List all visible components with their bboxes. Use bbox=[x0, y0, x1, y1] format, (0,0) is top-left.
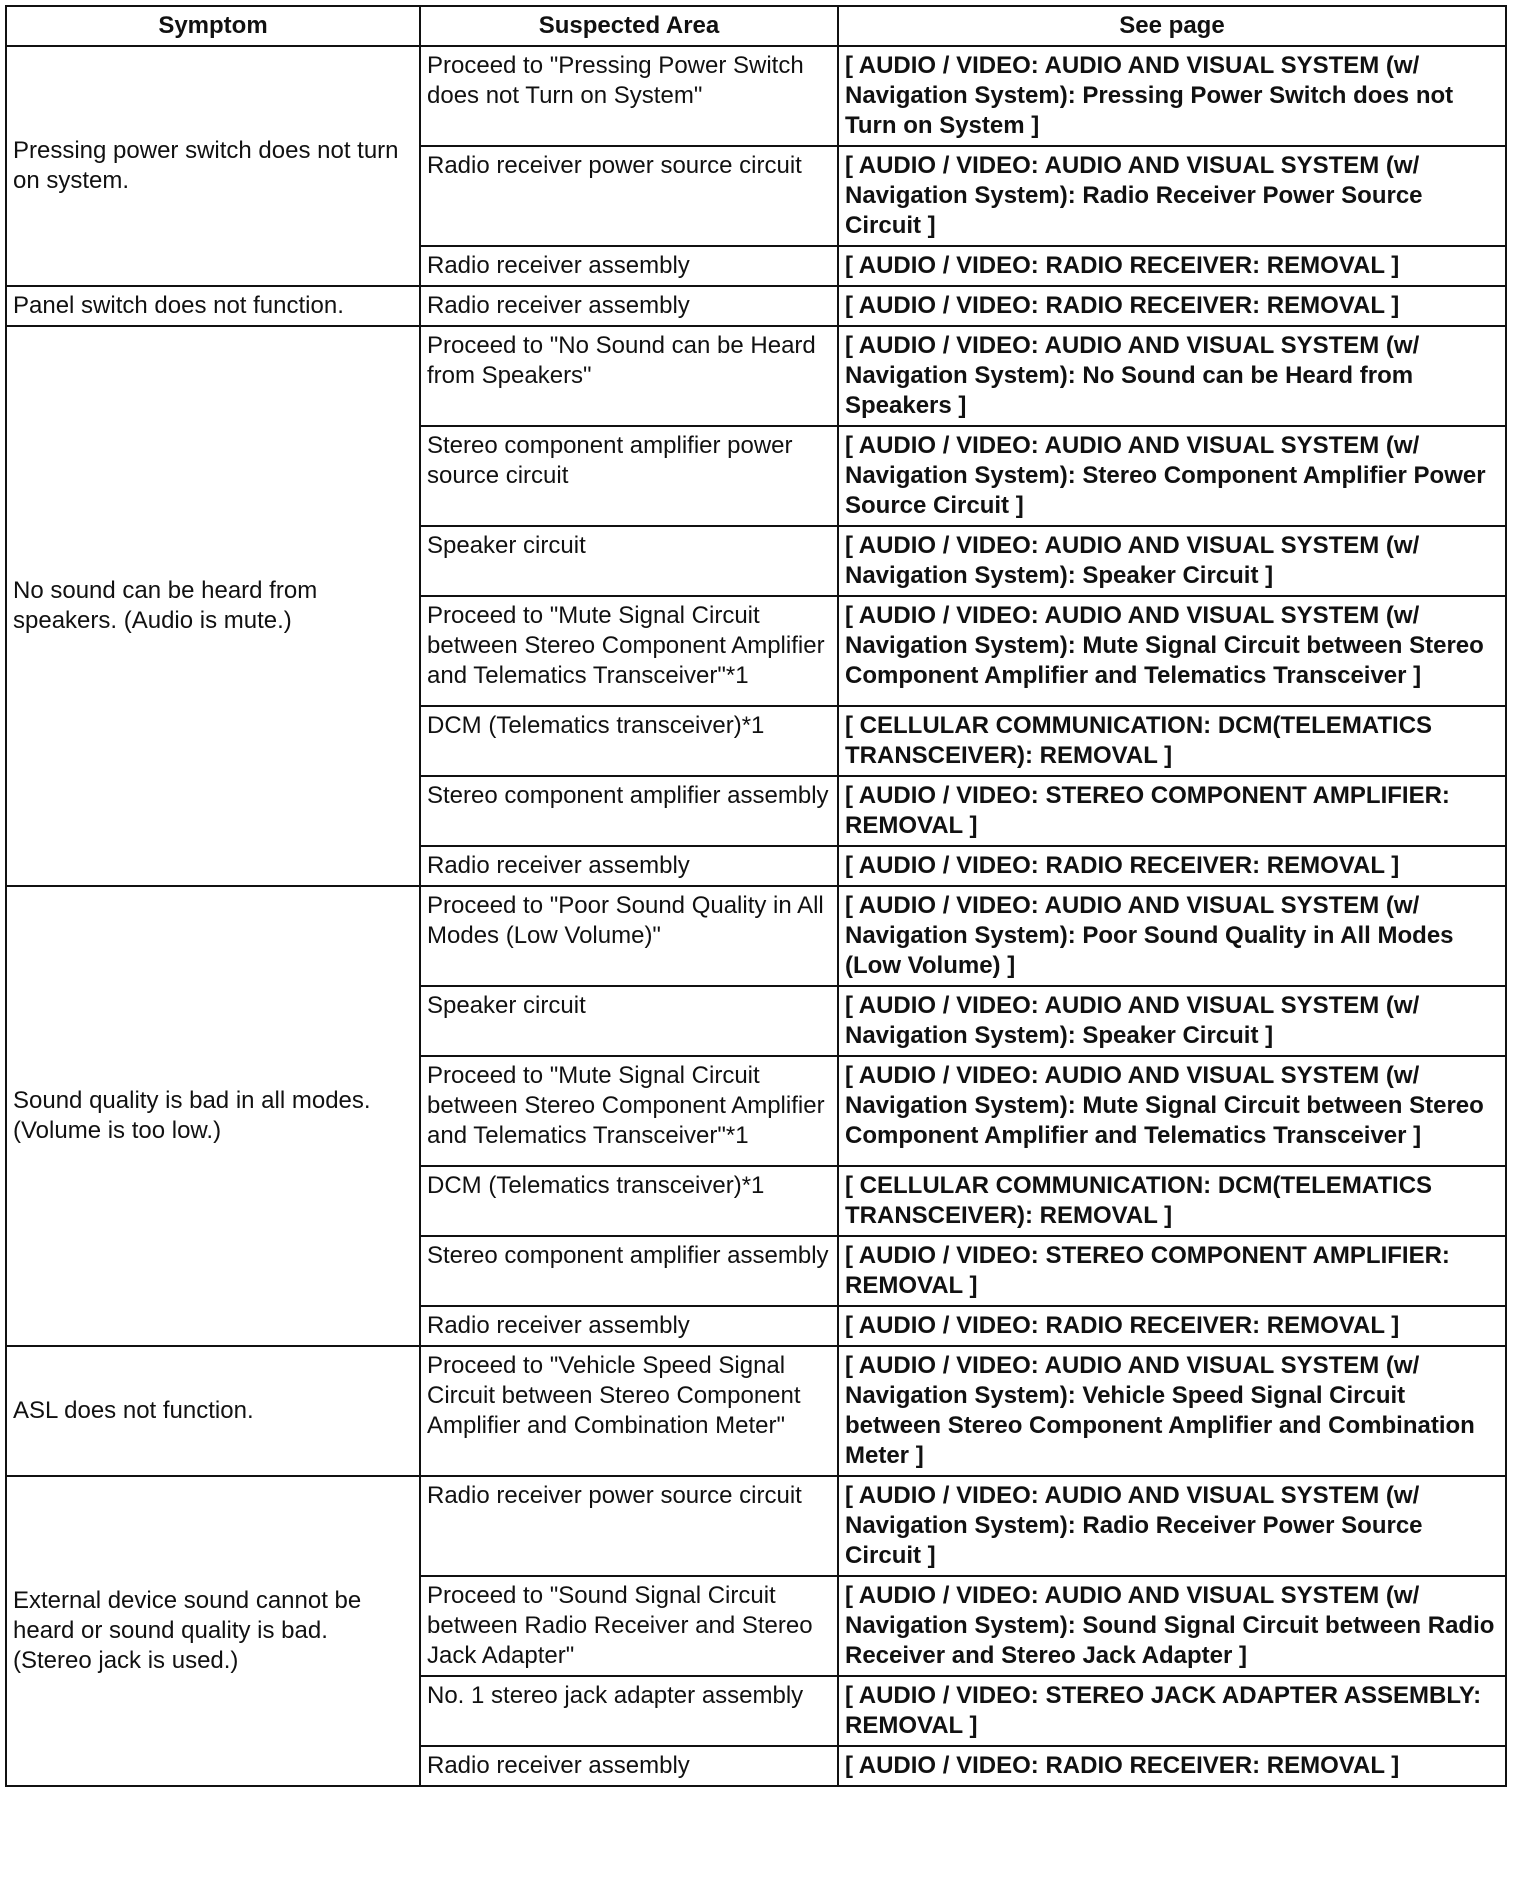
see-page-link[interactable]: [ AUDIO / VIDEO: AUDIO AND VISUAL SYSTEM (w/ Navigation System): Speaker Circuit ] bbox=[838, 986, 1506, 1056]
see-page-link[interactable]: [ AUDIO / VIDEO: RADIO RECEIVER: REMOVAL ] bbox=[838, 1306, 1506, 1346]
see-page-link[interactable]: [ AUDIO / VIDEO: AUDIO AND VISUAL SYSTEM (w/ Navigation System): Pressing Power Switch does not Turn on System ] bbox=[838, 46, 1506, 146]
see-page-link[interactable]: [ AUDIO / VIDEO: RADIO RECEIVER: REMOVAL ] bbox=[838, 286, 1506, 326]
see-page-link[interactable]: [ AUDIO / VIDEO: RADIO RECEIVER: REMOVAL ] bbox=[838, 246, 1506, 286]
see-page-link[interactable]: [ AUDIO / VIDEO: AUDIO AND VISUAL SYSTEM (w/ Navigation System): Radio Receiver Power Source Circuit ] bbox=[838, 146, 1506, 246]
suspected-area-cell: Radio receiver assembly bbox=[420, 1746, 838, 1786]
table-row bbox=[6, 326, 1506, 426]
suspected-area-cell: Radio receiver power source circuit bbox=[420, 146, 838, 246]
see-page-link[interactable]: [ AUDIO / VIDEO: RADIO RECEIVER: REMOVAL ] bbox=[838, 846, 1506, 886]
symptom-cell: Sound quality is bad in all modes. (Volume is too low.) bbox=[6, 886, 420, 1346]
suspected-area-cell: Speaker circuit bbox=[420, 526, 838, 596]
see-page-link[interactable]: [ AUDIO / VIDEO: AUDIO AND VISUAL SYSTEM (w/ Navigation System): Sound Signal Circuit between Radio Receiver and Stereo Jack Adapter ] bbox=[838, 1576, 1506, 1676]
header-symptom: Symptom bbox=[6, 6, 420, 46]
see-page-link[interactable]: [ AUDIO / VIDEO: STEREO COMPONENT AMPLIFIER: REMOVAL ] bbox=[838, 776, 1506, 846]
symptom-cell: Pressing power switch does not turn on system. bbox=[6, 46, 420, 286]
suspected-area-cell: Radio receiver power source circuit bbox=[420, 1476, 838, 1576]
suspected-area-cell: Proceed to "Sound Signal Circuit between Radio Receiver and Stereo Jack Adapter" bbox=[420, 1576, 838, 1676]
see-page-link[interactable]: [ AUDIO / VIDEO: AUDIO AND VISUAL SYSTEM (w/ Navigation System): Vehicle Speed Signal Circuit between Stereo Component Amplifier and Combination Meter ] bbox=[838, 1346, 1506, 1476]
suspected-area-cell: Radio receiver assembly bbox=[420, 846, 838, 886]
see-page-link[interactable]: [ AUDIO / VIDEO: AUDIO AND VISUAL SYSTEM (w/ Navigation System): Poor Sound Quality in All Modes (Low Volume) ] bbox=[838, 886, 1506, 986]
header-see-page: See page bbox=[838, 6, 1506, 46]
see-page-link[interactable]: [ AUDIO / VIDEO: AUDIO AND VISUAL SYSTEM (w/ Navigation System): Mute Signal Circuit between Stereo Component Amplifier and Telematics Transceiver ] bbox=[838, 1056, 1506, 1166]
see-page-link[interactable]: [ AUDIO / VIDEO: AUDIO AND VISUAL SYSTEM (w/ Navigation System): Mute Signal Circuit between Stereo Component Amplifier and Telematics Transceiver ] bbox=[838, 596, 1506, 706]
see-page-link[interactable]: [ AUDIO / VIDEO: STEREO COMPONENT AMPLIFIER: REMOVAL ] bbox=[838, 1236, 1506, 1306]
suspected-area-cell: Proceed to "Mute Signal Circuit between Stereo Component Amplifier and Telematics Transceiver"*1 bbox=[420, 596, 838, 706]
symptom-cell: External device sound cannot be heard or sound quality is bad. (Stereo jack is used.) bbox=[6, 1476, 420, 1786]
suspected-area-cell: Radio receiver assembly bbox=[420, 286, 838, 326]
suspected-area-cell: No. 1 stereo jack adapter assembly bbox=[420, 1676, 838, 1746]
symptom-cell: ASL does not function. bbox=[6, 1346, 420, 1476]
suspected-area-cell: Proceed to "Vehicle Speed Signal Circuit between Stereo Component Amplifier and Combination Meter" bbox=[420, 1346, 838, 1476]
see-page-link[interactable]: [ AUDIO / VIDEO: STEREO JACK ADAPTER ASSEMBLY: REMOVAL ] bbox=[838, 1676, 1506, 1746]
suspected-area-cell: Radio receiver assembly bbox=[420, 246, 838, 286]
suspected-area-cell: Stereo component amplifier assembly bbox=[420, 776, 838, 846]
header-suspected-area: Suspected Area bbox=[420, 6, 838, 46]
see-page-link[interactable]: [ AUDIO / VIDEO: AUDIO AND VISUAL SYSTEM (w/ Navigation System): Speaker Circuit ] bbox=[838, 526, 1506, 596]
suspected-area-cell: Radio receiver assembly bbox=[420, 1306, 838, 1346]
suspected-area-cell: Proceed to "Pressing Power Switch does not Turn on System" bbox=[420, 46, 838, 146]
see-page-link[interactable]: [ CELLULAR COMMUNICATION: DCM(TELEMATICS TRANSCEIVER): REMOVAL ] bbox=[838, 706, 1506, 776]
see-page-link[interactable]: [ AUDIO / VIDEO: AUDIO AND VISUAL SYSTEM (w/ Navigation System): Radio Receiver Power Source Circuit ] bbox=[838, 1476, 1506, 1576]
header-row bbox=[6, 6, 1506, 46]
symptom-cell: No sound can be heard from speakers. (Audio is mute.) bbox=[6, 326, 420, 886]
symptom-cell: Panel switch does not function. bbox=[6, 286, 420, 326]
problem-symptoms-table bbox=[5, 5, 1507, 1787]
problem-symptoms-sheet bbox=[5, 5, 1505, 1875]
suspected-area-cell: Proceed to "Mute Signal Circuit between Stereo Component Amplifier and Telematics Transceiver"*1 bbox=[420, 1056, 838, 1166]
table-row bbox=[6, 886, 1506, 986]
suspected-area-cell: Stereo component amplifier assembly bbox=[420, 1236, 838, 1306]
table-row bbox=[6, 286, 1506, 326]
table-row bbox=[6, 1346, 1506, 1476]
suspected-area-cell: Proceed to "No Sound can be Heard from Speakers" bbox=[420, 326, 838, 426]
table-body bbox=[6, 46, 1506, 1786]
table-row bbox=[6, 46, 1506, 146]
see-page-link[interactable]: [ AUDIO / VIDEO: AUDIO AND VISUAL SYSTEM (w/ Navigation System): Stereo Component Amplifier Power Source Circuit ] bbox=[838, 426, 1506, 526]
see-page-link[interactable]: [ AUDIO / VIDEO: AUDIO AND VISUAL SYSTEM (w/ Navigation System): No Sound can be Heard from Speakers ] bbox=[838, 326, 1506, 426]
suspected-area-cell: DCM (Telematics transceiver)*1 bbox=[420, 706, 838, 776]
see-page-link[interactable]: [ CELLULAR COMMUNICATION: DCM(TELEMATICS TRANSCEIVER): REMOVAL ] bbox=[838, 1166, 1506, 1236]
see-page-link[interactable]: [ AUDIO / VIDEO: RADIO RECEIVER: REMOVAL ] bbox=[838, 1746, 1506, 1786]
suspected-area-cell: Stereo component amplifier power source circuit bbox=[420, 426, 838, 526]
suspected-area-cell: DCM (Telematics transceiver)*1 bbox=[420, 1166, 838, 1236]
suspected-area-cell: Proceed to "Poor Sound Quality in All Modes (Low Volume)" bbox=[420, 886, 838, 986]
table-row bbox=[6, 1476, 1506, 1576]
suspected-area-cell: Speaker circuit bbox=[420, 986, 838, 1056]
